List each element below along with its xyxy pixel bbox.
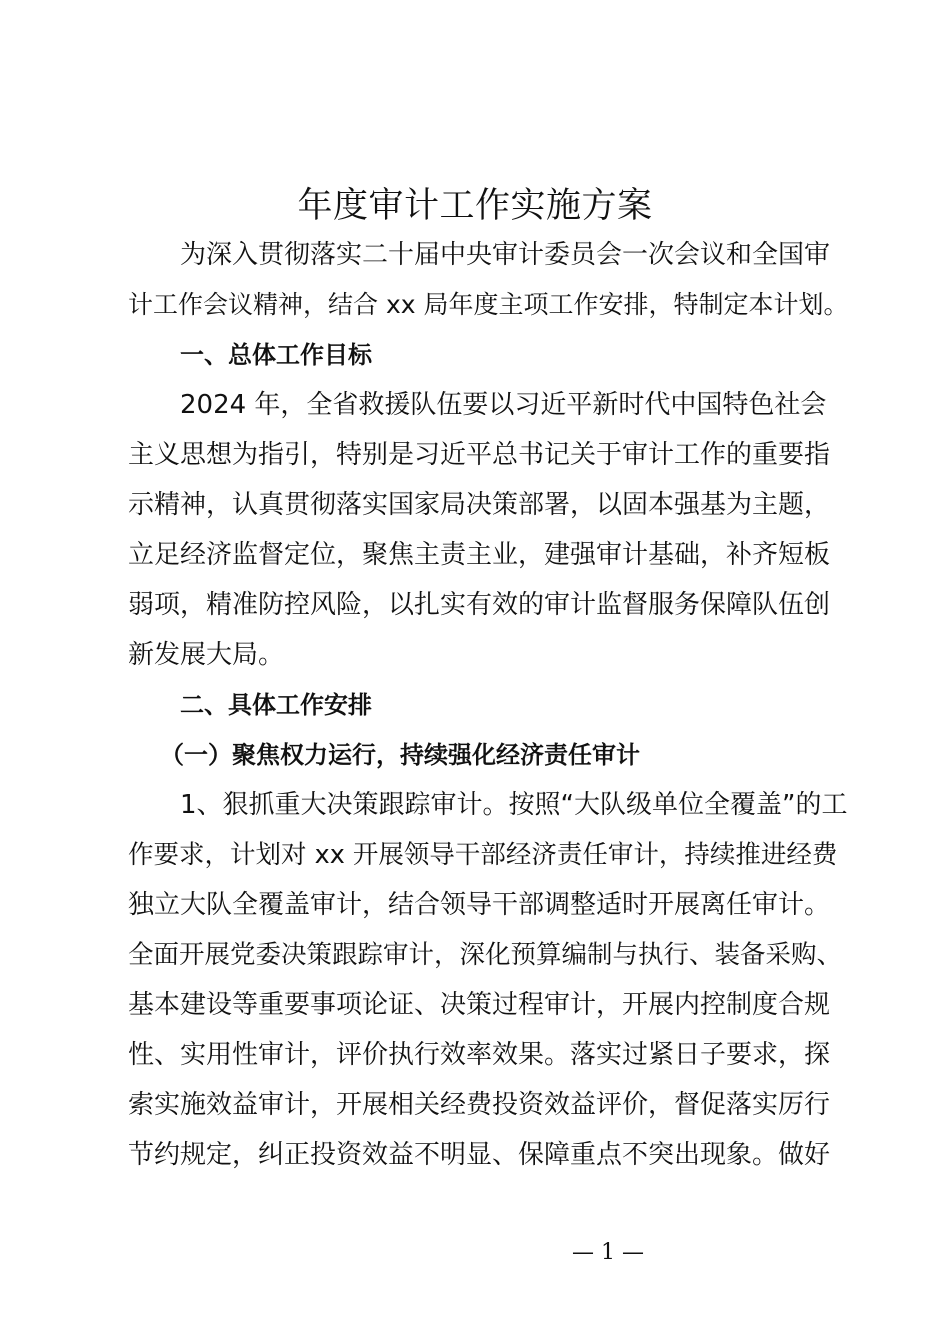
paragraph-goal-line-6: 新发展大局。 [128,640,285,670]
document-title: 年度审计工作实施方案 [297,186,653,226]
paragraph-intro-line-1: 为深入贯彻落实二十届中央审计委员会一次会议和全国审 [180,240,831,270]
section-heading-specific-arrangements: 二、具体工作安排 [180,691,372,719]
paragraph-goal-line-2: 主义思想为指引，特别是习近平总书记关于审计工作的重要指 [128,440,831,470]
paragraph-goal-line-5: 弱项，精准防控风险，以扎实有效的审计监督服务保障队伍创 [128,590,831,620]
paragraph-item1-line-1: 1、狠抓重大决策跟踪审计。按照“大队级单位全覆盖”的工 [180,790,848,820]
paragraph-item1-line-2: 作要求，计划对 xx 开展领导干部经济责任审计，持续推进经费 [128,840,838,870]
section-heading-overall-goal: 一、总体工作目标 [180,341,372,369]
page-number: — 1 — [572,1240,644,1265]
paragraph-item1-line-7: 索实施效益审计，开展相关经费投资效益评价，督促落实厉行 [128,1090,831,1120]
paragraph-item1-line-6: 性、实用性审计，评价执行效率效果。落实过紧日子要求，探 [128,1040,831,1070]
paragraph-item1-line-4: 全面开展党委决策跟踪审计，深化预算编制与执行、装备采购、 [128,940,843,970]
paragraph-goal-line-1: 2024 年，全省救援队伍要以习近平新时代中国特色社会 [180,390,827,420]
subsection-heading-power-operation: （一）聚焦权力运行，持续强化经济责任审计 [160,741,640,769]
paragraph-goal-line-4: 立足经济监督定位，聚焦主责主业，建强审计基础，补齐短板 [128,540,831,570]
paragraph-item1-line-5: 基本建设等重要事项论证、决策过程审计，开展内控制度合规 [128,990,831,1020]
paragraph-item1-line-3: 独立大队全覆盖审计，结合领导干部调整适时开展离任审计。 [128,890,831,920]
paragraph-item1-line-8: 节约规定，纠正投资效益不明显、保障重点不突出现象。做好 [128,1140,831,1170]
paragraph-intro-line-2: 计工作会议精神，结合 xx 局年度主项工作安排，特制定本计划。 [128,290,849,319]
paragraph-goal-line-3: 示精神，认真贯彻落实国家局决策部署，以固本强基为主题， [128,490,831,520]
